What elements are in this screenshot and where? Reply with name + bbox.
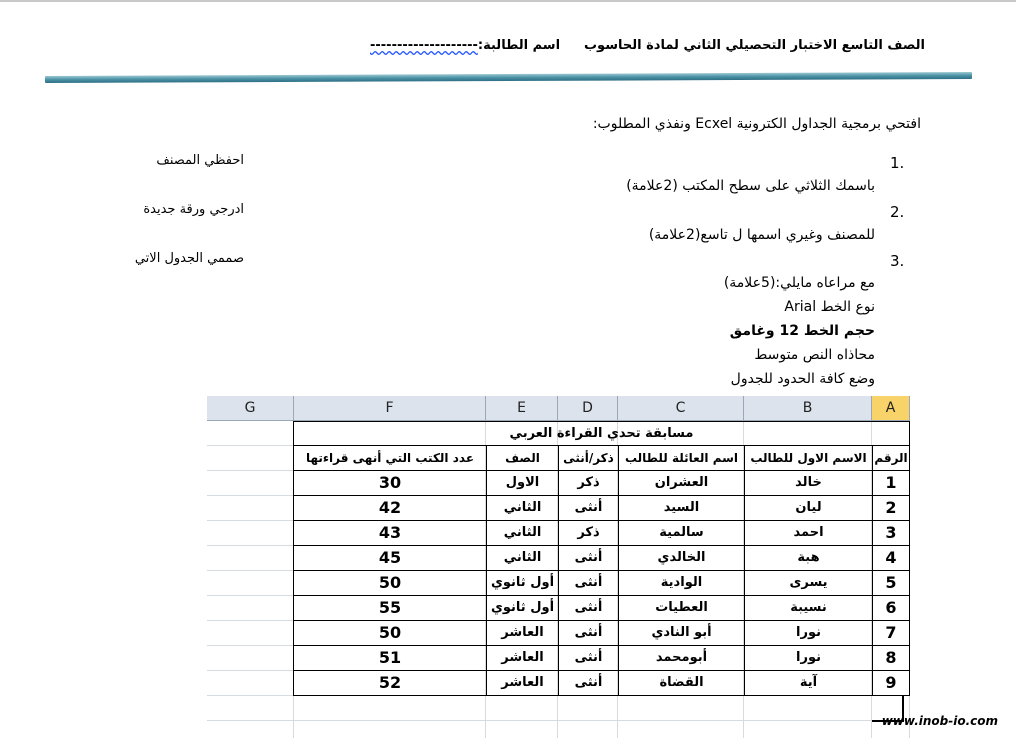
task-2-number: 2. (890, 203, 905, 221)
column-header-e[interactable]: E (486, 396, 558, 421)
grid-cell[interactable] (294, 721, 486, 738)
cell-books-read[interactable]: 52 (293, 670, 487, 696)
grid-cell[interactable] (207, 646, 294, 671)
grid-cell[interactable] (207, 621, 294, 646)
header-gender[interactable]: ذكر/أنثى (558, 445, 619, 471)
cell-number[interactable]: 4 (872, 545, 910, 571)
grid-cell[interactable] (744, 696, 872, 721)
cell-gender[interactable]: ذكر (558, 520, 619, 546)
task-2-title: ادرجي ورقة جديدة (143, 202, 244, 217)
cell-number[interactable]: 1 (872, 470, 910, 496)
cell-number[interactable]: 2 (872, 495, 910, 521)
cell-family-name[interactable]: أبو النادي (618, 620, 745, 646)
cell-gender[interactable]: أنثى (558, 595, 619, 621)
cell-number[interactable]: 5 (872, 570, 910, 596)
cell-grade[interactable]: الاول (486, 470, 559, 496)
cell-books-read[interactable]: 45 (293, 545, 487, 571)
cell-grade[interactable]: العاشر (486, 620, 559, 646)
cell-number[interactable]: 3 (872, 520, 910, 546)
cell-grade[interactable]: الثاني (486, 545, 559, 571)
grid-cell[interactable] (744, 721, 872, 738)
student-name-label: اسم الطالبة: (477, 38, 561, 53)
cell-books-read[interactable]: 30 (293, 470, 487, 496)
cell-gender[interactable]: أنثى (558, 570, 619, 596)
cell-grade[interactable]: الثاني (486, 520, 559, 546)
cell-grade[interactable]: العاشر (486, 670, 559, 696)
header-books-read[interactable]: عدد الكتب التي أنهى قراءتها (293, 445, 487, 471)
grid-cell[interactable] (207, 446, 294, 471)
cell-first-name[interactable]: هبة (744, 545, 873, 571)
cell-first-name[interactable]: ليان (744, 495, 873, 521)
task-3-number: 3. (890, 252, 905, 270)
task-3-detail-3: حجم الخط 12 وغامق (729, 323, 875, 339)
cell-first-name[interactable]: نورا (744, 620, 873, 646)
task-3-detail-4: محاذاه النص متوسط (754, 347, 875, 363)
cell-first-name[interactable]: نسيبة (744, 595, 873, 621)
cell-family-name[interactable]: العطيات (618, 595, 745, 621)
cell-books-read[interactable]: 43 (293, 520, 487, 546)
task-1-title: احفظي المصنف (156, 153, 244, 168)
grid-cell[interactable] (207, 421, 294, 446)
cell-family-name[interactable]: أبومحمد (618, 645, 745, 671)
grid-cell[interactable] (207, 471, 294, 496)
grid-cell[interactable] (558, 721, 618, 738)
grid-cell[interactable] (207, 696, 294, 721)
grid-cell[interactable] (207, 721, 294, 738)
grid-cell[interactable] (558, 696, 618, 721)
cell-gender[interactable]: أنثى (558, 495, 619, 521)
table-title[interactable]: مسابقة تحدي القراءة العربي (293, 421, 910, 446)
cell-number[interactable]: 6 (872, 595, 910, 621)
cell-first-name[interactable]: آية (744, 670, 873, 696)
cell-family-name[interactable]: الخالدي (618, 545, 745, 571)
grid-cell[interactable] (486, 696, 558, 721)
cell-grade[interactable]: أول ثانوي (486, 570, 559, 596)
cell-gender[interactable]: أنثى (558, 645, 619, 671)
column-header-a[interactable]: A (872, 396, 910, 421)
task-1-detail: باسمك الثلاثي على سطح المكتب (2علامة) (626, 178, 875, 194)
column-header-f[interactable]: F (294, 396, 486, 421)
task-3-detail-1: مع مراعاه مايلي:(5علامة) (723, 275, 875, 291)
cell-grade[interactable]: أول ثانوي (486, 595, 559, 621)
cell-books-read[interactable]: 51 (293, 645, 487, 671)
cell-books-read[interactable]: 50 (293, 620, 487, 646)
cell-number[interactable]: 7 (872, 620, 910, 646)
task-1-number: 1. (890, 154, 905, 172)
grid-cell[interactable] (618, 721, 744, 738)
header-grade[interactable]: الصف (486, 445, 559, 471)
cell-family-name[interactable]: القضاة (618, 670, 745, 696)
spreadsheet (207, 396, 910, 738)
cell-family-name[interactable]: سالمية (618, 520, 745, 546)
grid-cell[interactable] (486, 721, 558, 738)
watermark: www.inob-io.com (881, 714, 998, 728)
cell-books-read[interactable]: 50 (293, 570, 487, 596)
cell-grade[interactable]: الثاني (486, 495, 559, 521)
cell-grade[interactable]: العاشر (486, 645, 559, 671)
grid-cell[interactable] (207, 546, 294, 571)
header-number[interactable]: الرقم (872, 445, 910, 471)
grid-cell[interactable] (207, 521, 294, 546)
cell-family-name[interactable]: العشران (618, 470, 745, 496)
grid-cell[interactable] (294, 696, 486, 721)
cell-gender[interactable]: ذكر (558, 470, 619, 496)
cell-first-name[interactable]: احمد (744, 520, 873, 546)
column-header-g[interactable]: G (207, 396, 294, 421)
grid-cell[interactable] (618, 696, 744, 721)
cell-family-name[interactable]: الوادية (618, 570, 745, 596)
header-family-name[interactable]: اسم العائلة للطالب (618, 445, 745, 471)
cell-first-name[interactable]: يسرى (744, 570, 873, 596)
cell-number[interactable]: 8 (872, 645, 910, 671)
task-2-detail: للمصنف وغيري اسمها ل تاسع(2علامة) (648, 227, 875, 243)
header-first-name[interactable]: الاسم الاول للطالب (744, 445, 873, 471)
cell-gender[interactable]: أنثى (558, 670, 619, 696)
student-name-blank: -------------------- (370, 38, 478, 53)
cell-first-name[interactable]: خالد (744, 470, 873, 496)
task-3-detail-2: نوع الخط Arial (784, 299, 875, 315)
grid-cell[interactable] (207, 571, 294, 596)
column-header-b[interactable]: B (744, 396, 872, 421)
cell-first-name[interactable]: نورا (744, 645, 873, 671)
grid-cell[interactable] (207, 496, 294, 521)
cell-gender[interactable]: أنثى (558, 545, 619, 571)
cell-books-read[interactable]: 55 (293, 595, 487, 621)
task-3-title: صممي الجدول الاتي (134, 251, 244, 266)
column-header-c[interactable]: C (618, 396, 744, 421)
instructions: افتحي برمجية الجداول الكترونية Ecxel ونفذي المطلوب: (592, 116, 921, 132)
grid-cell[interactable] (207, 596, 294, 621)
cell-number[interactable]: 9 (872, 670, 910, 696)
column-header-d[interactable]: D (558, 396, 618, 421)
exam-title: الصف التاسع الاختبار التحصيلي الثاني لمادة الحاسوب (583, 38, 925, 53)
grid-cell[interactable] (207, 671, 294, 696)
cell-gender[interactable]: أنثى (558, 620, 619, 646)
task-3-detail-5: وضع كافة الحدود للجدول (730, 371, 875, 387)
cell-family-name[interactable]: السيد (618, 495, 745, 521)
cell-books-read[interactable]: 42 (293, 495, 487, 521)
